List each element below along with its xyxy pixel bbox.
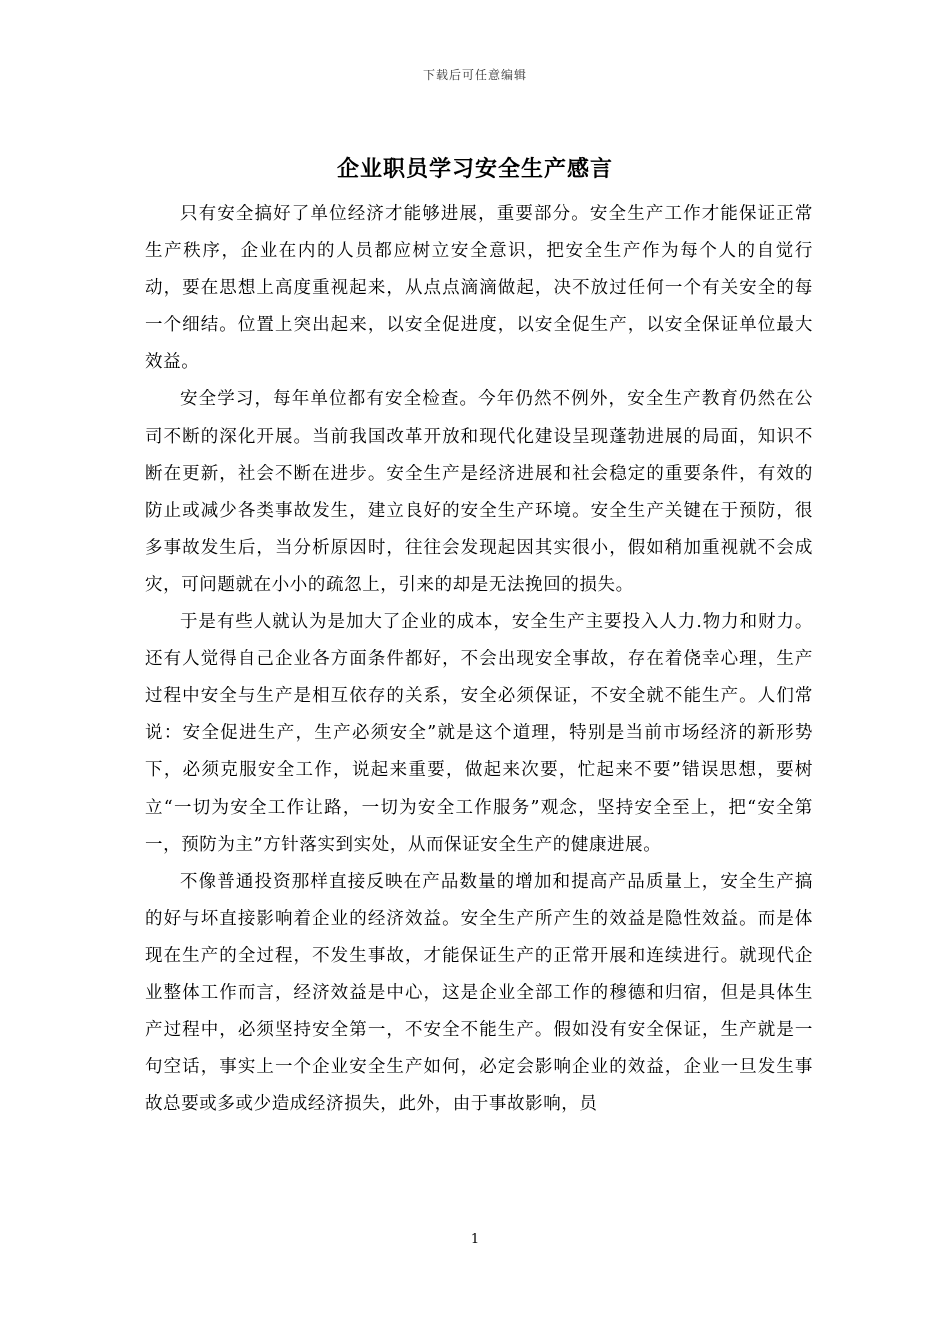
paragraph: 不像普通投资那样直接反映在产品数量的增加和提高产品质量上，安全生产搞的好与坏直接影响着企业的经济效益。安全生产所产生的效益是隐性效益。而是体现在生产的全过程，不发生事故，才能保证生产的正常开展和连续进行。就现代企业整体工作而言，经济效益是中心，这是企业全部工作的穆德和归宿，但是具体生产过程中，必须坚持安全第一，不安全不能生产。假如没有安全保证，生产就是一句空话，事实上一个企业安全生产如何，必定会影响企业的效益，企业一旦发生事故总要或多或少造成经济损失，此外，由于事故影响，员 (145, 871, 813, 1115)
page-number: 1 (470, 1232, 480, 1247)
paragraph: 只有安全搞好了单位经济才能够进展，重要部分。安全生产工作才能保证正常生产秩序，企业在内的人员都应树立安全意识，把安全生产作为每个人的自觉行动，要在思想上高度重视起来，从点点滴滴做起，决不放过任何一个有关安全的每一个细结。位置上突出起来，以安全促进度，以安全促生产，以安全保证单位最大效益。 (145, 204, 813, 373)
document-body (145, 196, 813, 1123)
document-title: 企业职员学习安全生产感言 (336, 156, 613, 182)
paragraph: 安全学习，每年单位都有安全检查。今年仍然不例外，安全生产教育仍然在公司不断的深化开展。当前我国改革开放和现代化建设呈现蓬勃进展的局面，知识不断在更新，社会不断在进步。安全生产是经济进展和社会稳定的重要条件，有效的防止或减少各类事故发生，建立良好的安全生产环境。安全生产关键在于预防，很多事故发生后，当分析原因时，往往会发现起因其实很小，假如稍加重视就不会成灾，可问题就在小小的疏忽上，引来的却是无法挽回的损失。 (145, 389, 813, 595)
header-note: 下载后可任意编辑 (422, 68, 527, 82)
paragraph: 于是有些人就认为是加大了企业的成本，安全生产主要投入人力.物力和财力。还有人觉得自己企业各方面条件都好，不会出现安全事故，存在着侥幸心理，生产过程中安全与生产是相互依存的关系，安全必须保证，不安全就不能生产。人们常说：安全促进生产，生产必须安全”就是这个道理，特别是当前市场经济的新形势下，必须克服安全工作，说起来重要，做起来次要，忙起来不要”错误思想，要树立“一切为安全工作让路，一切为安全工作服务”观念，坚持安全至上，把“安全第一，预防为主”方针落实到实处，从而保证安全生产的健康进展。 (145, 612, 813, 855)
